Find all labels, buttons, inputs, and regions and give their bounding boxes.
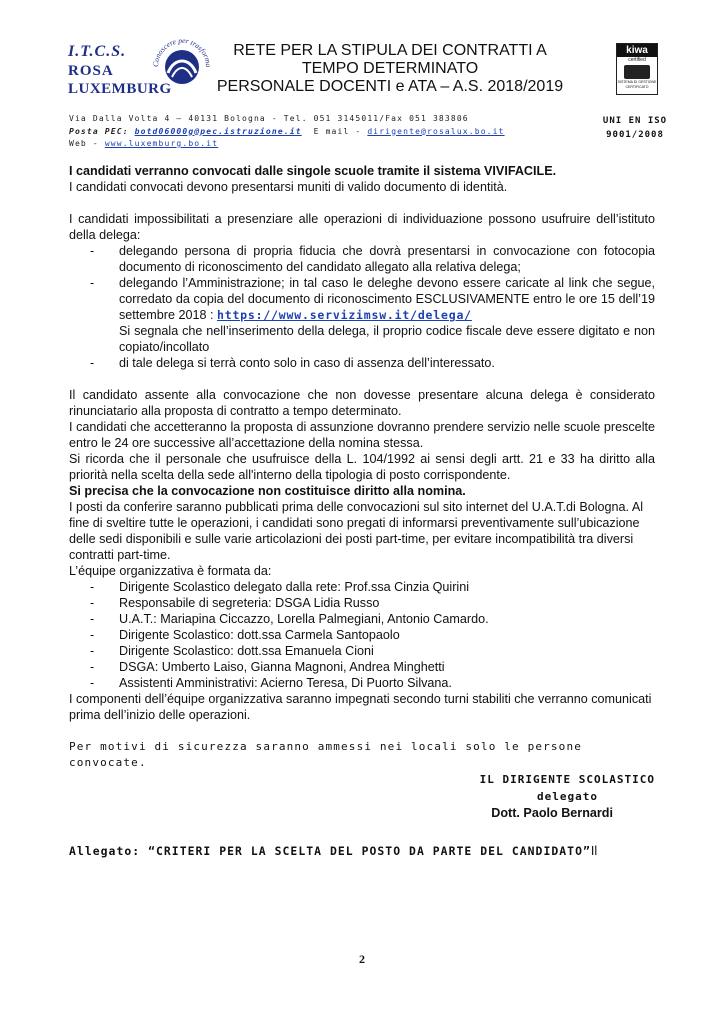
kiwa-sub: certified [628,57,646,63]
signature-role: IL DIRIGENTE SCOLASTICO [479,773,655,786]
list-item: - Dirigente Scolastico delegato dalla rete: Prof.ssa Cinzia Quirini [69,579,655,595]
paragraph-convocation: I candidati verranno convocati dalle singole scuole tramite il sistema VIVIFACILE. [69,164,557,178]
seal-text: Conoscere per trasforma [150,35,214,68]
logo-rosa: ROSA [68,63,114,79]
paragraph-delega-intro: I candidati impossibilitati a presenziare alle operazioni di individuazione possono usufruire dell’istituto della delega: [69,212,655,242]
attachment-title: Allegato: “CRITERI PER LA SCELTA DEL POSTO DA PARTE DEL CANDIDATO” [69,844,591,858]
certification-emblem-icon [624,65,650,79]
web-line [69,138,505,151]
title-line-2: TEMPO DETERMINATO [301,60,479,77]
list-item: - di tale delega si terrà conto solo in caso di assenza dell’interessato. [69,355,655,371]
paragraph-no-right: Si precisa che la convocazione non costituisce diritto alla nomina. [69,484,466,498]
web-label: Web - [69,139,99,148]
paragraph-equipe-intro: L’équipe organizzativa è formata da: [69,564,272,578]
iso-line-2: 9001/2008 [606,130,664,140]
paragraph-absent: Il candidato assente alla convocazione che non dovesse presentare alcuna delega è considerato rinunciatario alla proposta di contratto a tempo determinato. [69,388,655,418]
signature-name: Dott. Paolo Bernardi [491,806,613,820]
list-item: - U.A.T.: Mariapina Ciccazzo, Lorella Palmegiani, Antonio Camardo. [69,611,655,627]
contact-info [69,113,505,151]
list-item: - delegando persona di propria fiducia che dovrà presentarsi in convocazione con fotocopia documento di riconoscimento del candidato allegato alla relativa delega; [69,243,655,275]
list-item: - Dirigente Scolastico: dott.ssa Carmela Santopaolo [69,627,655,643]
iso-line-1: UNI EN ISO [602,116,668,126]
kiwa-foot: SISTEMA DI GESTIONE CERTIFICATO [617,80,657,89]
delega-upload-link[interactable]: https://www.servizimsw.it/delega/ [217,308,472,322]
attachment-tail: Il [590,844,598,858]
attachment-line [69,843,655,859]
document-title [200,42,580,96]
paragraph-security: Per motivi di sicurezza saranno ammessi nei locali solo le persone convocate. [69,740,582,769]
pec-email-link[interactable]: botd06000g@pec.istruzione.it [134,126,302,136]
list-item: - Responsabile di segreteria: DSGA Lidia Russo [69,595,655,611]
paragraph-posts: I posti da conferire saranno pubblicati prima delle convocazioni sul sito internet del U.A.T.di Bologna. Al fine di sveltire tutte le operazioni, i candidati sono pregati di informarsi preventivamente sull’ubicazione delle sedi disponibili e sulle varie articolazioni dei posti part-time, per evitare incompatibilità tra diversi contratti part-time. [69,500,644,562]
title-line-3: PERSONALE DOCENTI e ATA – A.S. 2018/2019 [216,78,564,95]
signature-role-delegato: delegato [537,790,598,803]
delega-2-text: delegando l’Amministrazione; in tal caso le deleghe devono essere caricate al link che segue, corredato da copia del documento di riconoscimento ESCLUSIVAMENTE entro le ore 15 dell’19 settembre 2018 : [119,276,655,322]
pec-label: Posta PEC: [69,126,129,136]
kiwa-brand: kiwa [617,44,657,57]
logo-itcs: I.T.C.S. [68,43,127,60]
address-line: Via Dalla Volta 4 – 40131 Bologna - Tel. 051 3145011/Fax 051 383806 [69,114,469,123]
list-item: - Assistenti Amministrativi: Acierno Teresa, Di Puorto Silvana. [69,675,655,691]
paragraph-identity: I candidati convocati devono presentarsi muniti di valido documento di identità. [69,180,508,194]
email-link[interactable]: dirigente@rosalux.bo.it [367,126,505,136]
website-link[interactable]: www.luxemburg.bo.it [104,139,219,148]
delega-list [69,243,655,371]
list-item: - DSGA: Umberto Laiso, Gianna Magnoni, Andrea Minghetti [69,659,655,675]
paragraph-law-104: Si ricorda che il personale che usufruisce della L. 104/1992 ai sensi degli artt. 21 e 33 ha diritto alla priorità nella scelta della sede all'interno della tipologia di posto corrispondente. [69,452,655,482]
equipe-list [69,579,655,691]
kiwa-certification-logo [616,43,658,95]
paragraph-equipe-shifts: I componenti dell’équipe organizzativa saranno impegnati secondo turni stabiliti che verranno comunicati prima dell’inizio delle operazioni. [69,692,652,722]
list-item [69,275,655,355]
iso-certification [590,114,680,142]
school-logo [68,33,218,103]
document-body [69,163,655,859]
page-number: 2 [359,952,365,966]
title-line-1: RETE PER LA STIPULA DEI CONTRATTI A [233,42,547,59]
list-item: - Dirigente Scolastico: dott.ssa Emanuela Cioni [69,643,655,659]
delega-2-note: Si segnala che nell’inserimento della delega, il proprio codice fiscale deve essere digitato e non copiato/incollato [119,324,655,354]
paragraph-accept: I candidati che accetteranno la proposta di assunzione dovranno prendere servizio nelle scuole prescelte entro le 24 ore successive all’accettazione della nomina stessa. [69,420,655,450]
email-label: E mail - [313,126,362,136]
pec-line [69,126,505,139]
logo-luxemburg: LUXEMBURG [68,81,172,97]
